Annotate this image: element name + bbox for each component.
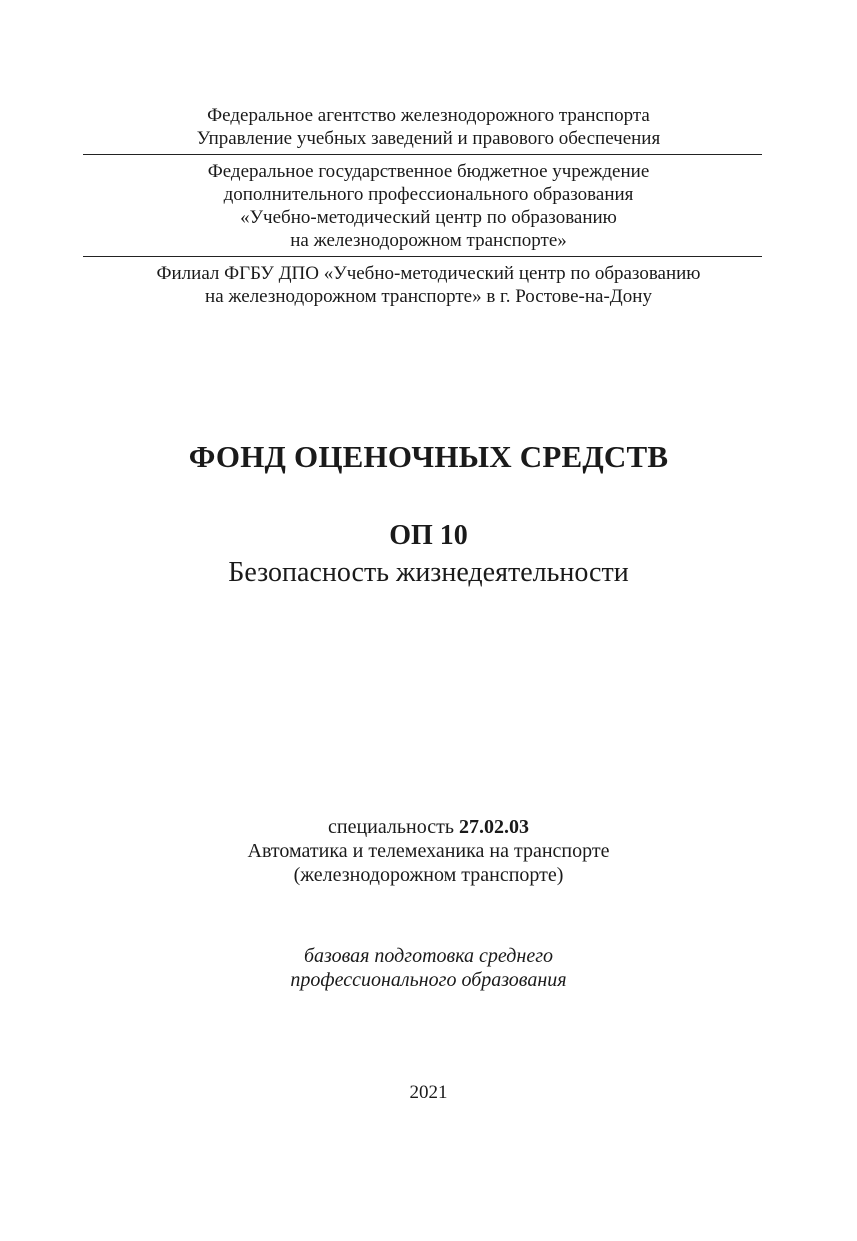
publication-year: 2021 xyxy=(409,1082,448,1103)
course-code: ОП 10 xyxy=(389,520,468,551)
level-line: профессионального образования xyxy=(290,969,567,991)
specialty-name-line: Автоматика и телемеханика на транспорте xyxy=(247,840,610,862)
specialty-code: 27.02.03 xyxy=(458,816,529,838)
agency-line: Управление учебных заведений и правового обеспечения xyxy=(196,128,661,149)
institution-header xyxy=(0,160,857,252)
document-title: ФОНД ОЦЕНОЧНЫХ СРЕДСТВ xyxy=(188,439,669,474)
specialty-line xyxy=(0,815,857,839)
branch-header xyxy=(0,262,857,308)
institution-line: Федеральное государственное бюджетное учреждение xyxy=(207,161,650,182)
agency-line: Федеральное агентство железнодорожного транспорта xyxy=(207,105,650,126)
institution-line: «Учебно-методический центр по образованию xyxy=(240,207,617,228)
education-level xyxy=(0,944,857,992)
specialty-block xyxy=(0,815,857,887)
branch-line: Филиал ФГБУ ДПО «Учебно-методический центр по образованию xyxy=(156,263,701,284)
agency-header xyxy=(0,104,857,150)
divider-rule xyxy=(83,256,762,257)
level-line: базовая подготовка среднего xyxy=(303,945,554,967)
course-name: Безопасность жизнедеятельности xyxy=(228,557,629,588)
specialty-label: специальность xyxy=(328,816,454,838)
divider-rule xyxy=(83,154,762,155)
specialty-name-line: (железнодорожном транспорте) xyxy=(293,864,564,886)
institution-line: дополнительного профессионального образования xyxy=(223,184,634,205)
institution-line: на железнодорожном транспорте» xyxy=(290,230,567,251)
branch-line: на железнодорожном транспорте» в г. Ростове-на-Дону xyxy=(205,286,652,307)
